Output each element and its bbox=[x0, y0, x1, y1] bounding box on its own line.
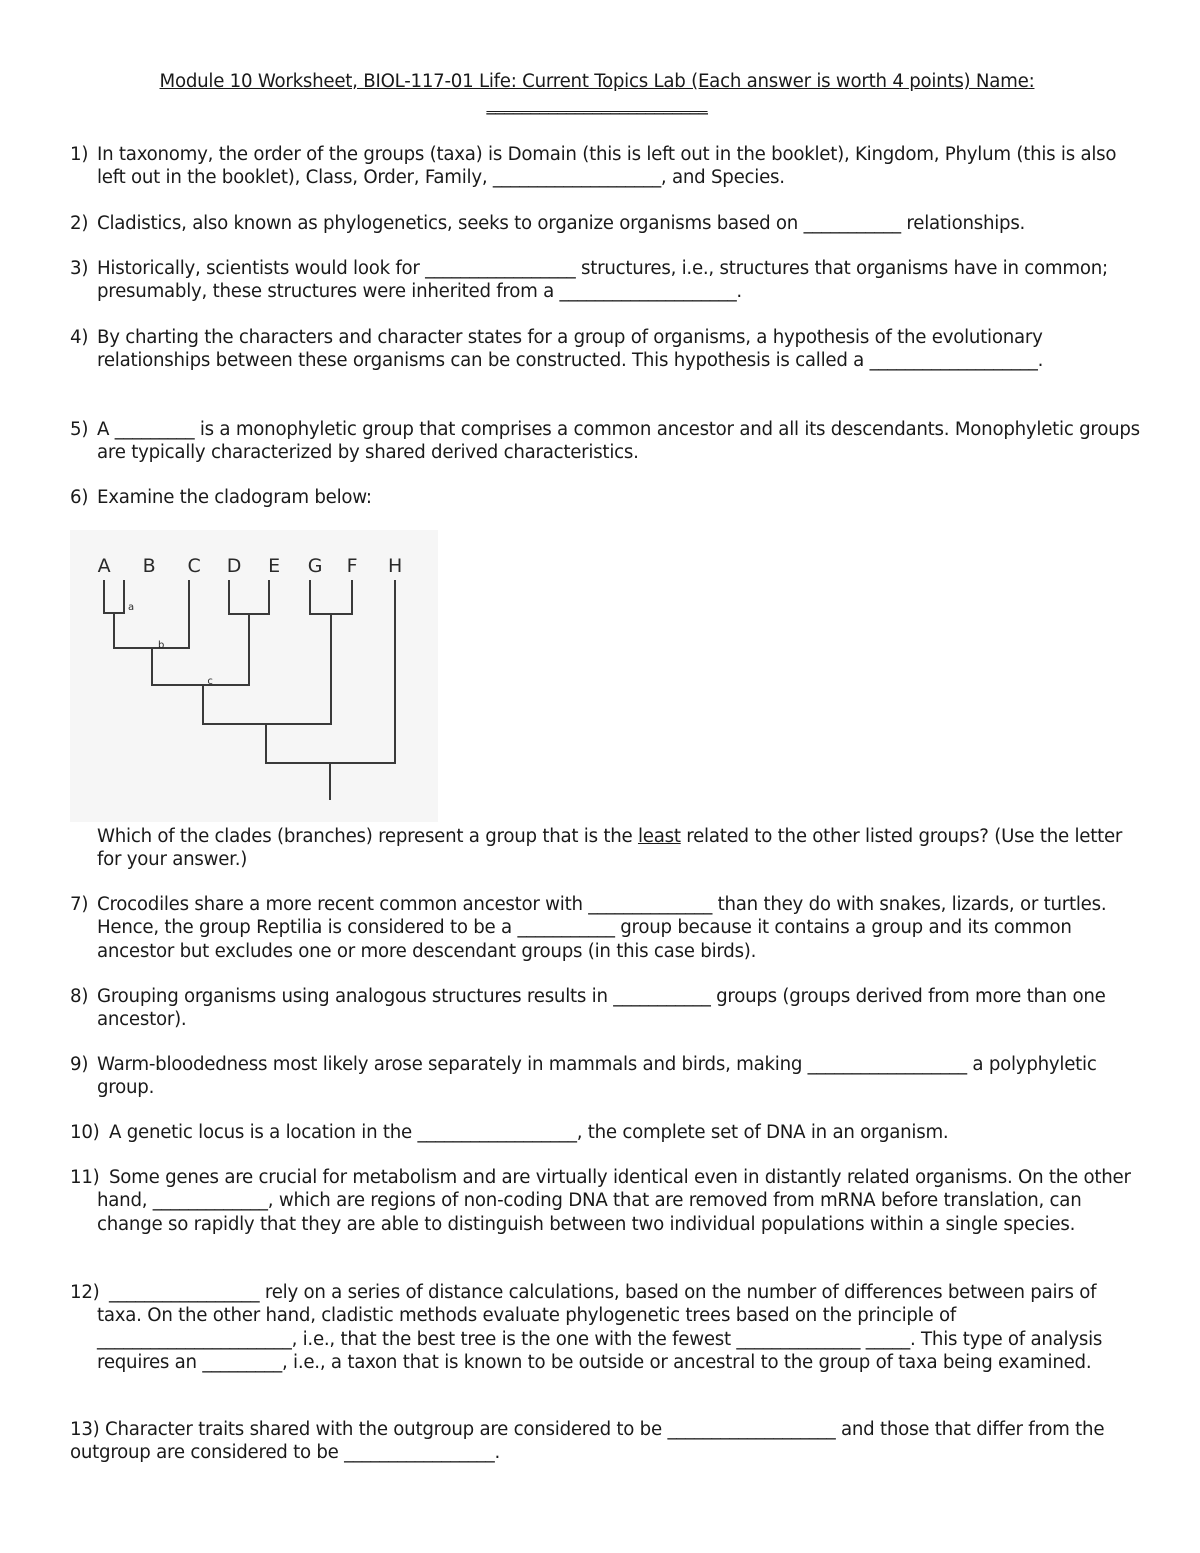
question-number: 8) bbox=[70, 986, 89, 1007]
question-number: 12) bbox=[70, 1282, 100, 1303]
question-text: A _________ is a monophyletic group that comprises a common ancestor and all its descendants. Monophyletic groups are typically characterized by shared derived characteristics. bbox=[97, 419, 1140, 464]
question-number: 2) bbox=[70, 213, 89, 234]
taxon-label-e: E bbox=[268, 555, 280, 577]
taxon-label-f: F bbox=[346, 555, 358, 577]
taxon-label-h: H bbox=[387, 555, 403, 577]
question-13-text: Character traits shared with the outgroup are considered to be ___________________ and those that differ from the outgroup are considered to be _________________. bbox=[70, 1419, 1105, 1464]
question-text: In taxonomy, the order of the groups (taxa) is Domain (this is left out in the booklet), Kingdom, Phylum (this is also left out in the booklet), Class, Order, Family, ___________________, and Species. bbox=[97, 144, 1117, 189]
question-text: Warm-bloodedness most likely arose separately in mammals and birds, making __________________ a polyphyletic group. bbox=[97, 1054, 1097, 1099]
taxon-label-g: G bbox=[307, 555, 323, 577]
question-text: Examine the cladogram below: bbox=[97, 487, 372, 508]
question-2 bbox=[70, 212, 1140, 235]
followup-emphasis: least bbox=[637, 826, 681, 847]
node-label-a: a bbox=[128, 602, 134, 613]
question-text: _________________ rely on a series of distance calculations, based on the number of differences between pairs of taxa. On the other hand, cladistic methods evaluate phylogenetic trees based on the principle of ______________________, i.e., that the best tree is the one with the fewest ______________ _____. This type of analysis requires an _________, i.e., a taxon that is known to be outside or ancestral to the group of taxa being examined. bbox=[97, 1282, 1103, 1374]
question-text: Cladistics, also known as phylogenetics, seeks to organize organisms based on ___________ relationships. bbox=[97, 213, 1026, 234]
taxon-label-d: D bbox=[226, 555, 242, 577]
worksheet-title bbox=[0, 70, 1194, 116]
question-11 bbox=[70, 1166, 1140, 1236]
question-text: Grouping organisms using analogous structures results in ___________ groups (groups derived from more than one ancestor). bbox=[97, 986, 1106, 1031]
question-6 bbox=[70, 486, 1140, 509]
followup-pre: Which of the clades (branches) represent a group that is the bbox=[97, 826, 638, 847]
question-text bbox=[70, 1418, 1140, 1465]
cladogram-diagram bbox=[70, 530, 438, 822]
question-3 bbox=[70, 257, 1140, 304]
taxon-label-b: B bbox=[142, 555, 156, 577]
question-text: Historically, scientists would look for _________________ structures, i.e., structures that organisms have in common; presumably, these structures were inherited from a ____________________. bbox=[97, 258, 1108, 303]
question-number: 1) bbox=[70, 144, 89, 165]
followup-text bbox=[70, 825, 1140, 872]
question-number: 7) bbox=[70, 894, 89, 915]
taxon-label-a: A bbox=[97, 555, 111, 577]
question-number: 9) bbox=[70, 1054, 89, 1075]
cladogram-figure bbox=[70, 530, 438, 827]
node-label-c: c bbox=[207, 676, 213, 687]
question-number: 13) bbox=[70, 1419, 100, 1440]
question-6-followup bbox=[70, 825, 1140, 872]
node-label-b: b bbox=[157, 640, 165, 651]
name-blank: _________________________ bbox=[486, 94, 708, 115]
followup-post: related to the other listed groups? (Use the letter for your answer.) bbox=[97, 826, 1123, 871]
question-5 bbox=[70, 418, 1140, 465]
question-12 bbox=[70, 1281, 1140, 1375]
question-text: Crocodiles share a more recent common ancestor with ______________ than they do with snakes, lizards, or turtles. Hence, the group Reptilia is considered to be a ___________ group because it contains a group and its common ancestor but excludes one or more descendant groups (in this case birds). bbox=[97, 894, 1107, 962]
question-7 bbox=[70, 893, 1140, 963]
question-number: 3) bbox=[70, 258, 89, 279]
question-8 bbox=[70, 985, 1140, 1032]
question-9 bbox=[70, 1053, 1140, 1100]
question-number: 11) bbox=[70, 1167, 100, 1188]
question-number: 4) bbox=[70, 327, 89, 348]
question-4 bbox=[70, 326, 1140, 373]
question-number: 6) bbox=[70, 487, 89, 508]
figure-background bbox=[70, 530, 438, 822]
title-text: Module 10 Worksheet, BIOL-117-01 Life: Current Topics Lab (Each answer is worth 4 points) Name: bbox=[159, 71, 1035, 92]
question-number: 10) bbox=[70, 1122, 100, 1143]
question-text: A genetic locus is a location in the __________________, the complete set of DNA in an organism. bbox=[109, 1122, 949, 1143]
question-10 bbox=[70, 1121, 1140, 1144]
taxon-label-c: C bbox=[187, 555, 201, 577]
question-number: 5) bbox=[70, 419, 89, 440]
question-1 bbox=[70, 143, 1140, 190]
question-text: Some genes are crucial for metabolism and are virtually identical even in distantly related organisms. On the other hand, _____________, which are regions of non-coding DNA that are removed from mRNA before translation, can change so rapidly that they are able to distinguish between two individual populations within a single species. bbox=[97, 1167, 1131, 1235]
question-text: By charting the characters and character states for a group of organisms, a hypothesis of the evolutionary relationships between these organisms can be constructed. This hypothesis is called a ___________________. bbox=[97, 327, 1044, 372]
question-13 bbox=[70, 1418, 1140, 1465]
